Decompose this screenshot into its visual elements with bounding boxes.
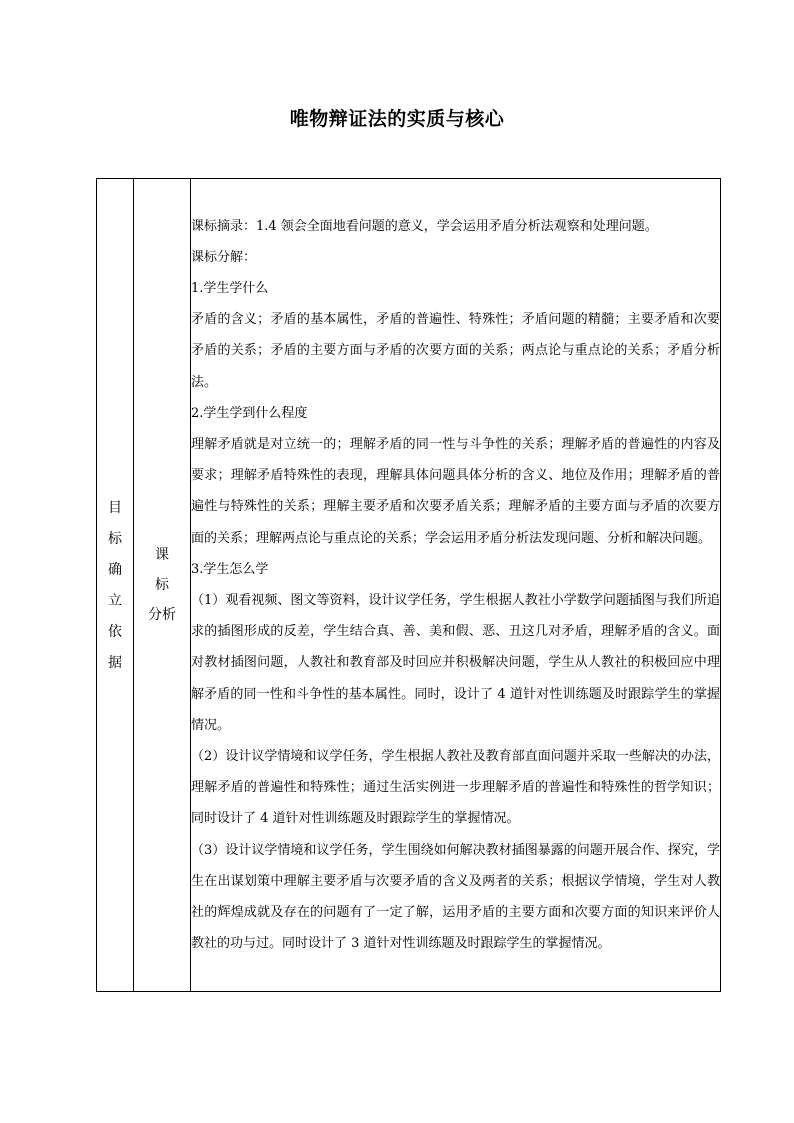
sub-label-line2: 分析 (148, 607, 176, 623)
section-heading: 课标分解： (191, 249, 257, 265)
row-label-char: 立 (108, 592, 122, 609)
row-label-char: 标 (108, 530, 122, 547)
document-title: 唯物辩证法的实质与核心 (289, 108, 505, 130)
sub-label-line1: 课标 (155, 547, 179, 593)
section-heading: 1.学生学什么 (191, 280, 269, 296)
row-label-char: 依 (108, 623, 122, 640)
row-label-char: 确 (108, 561, 122, 578)
row-label-vertical (97, 498, 133, 673)
sub-label-cell (134, 179, 191, 992)
excerpt-paragraph: 课标摘录：1.4 领会全面地看问题的意义，学会运用矛盾分析法观察和处理问题。 (191, 218, 658, 234)
analysis-table (96, 178, 721, 992)
row-label-char: 据 (108, 654, 122, 671)
body-paragraph: （1）观看视频、图文等资料，设计议学任务，学生根据人教社小学数学问题插图与我们所追求的插图形成的反差，学生结合真、善、美和假、恶、丑这几对矛盾，理解矛盾的含义。面对教材插图问题，人教社和教育部及时回应并积极解决问题，学生从人教社的积极回应中理解矛盾的同一性和斗争性的基本属性。同时，设计了 4 道针对性训练题及时跟踪学生的掌握情况。 (191, 593, 720, 733)
body-paragraph: （2）设计议学情境和议学任务，学生根据人教社及教育部直面问题并采取一些解决的办法，理解矛盾的普遍性和特殊性；通过生活实例进一步理解矛盾的普遍性和特殊性的哲学知识；同时设计了 4 道针对性训练题及时跟踪学生的掌握情况。 (191, 749, 720, 827)
body-paragraph: 矛盾的含义；矛盾的基本属性，矛盾的普遍性、特殊性；矛盾问题的精髓；主要矛盾和次要矛盾的关系；矛盾的主要方面与矛盾的次要方面的关系；两点论与重点论的关系；矛盾分析法。 (191, 312, 720, 390)
sub-label (134, 540, 190, 630)
table-row (97, 179, 721, 992)
section-heading: 2.学生学到什么程度 (191, 405, 308, 421)
row-label-char: 目 (108, 499, 122, 516)
body-paragraph: 理解矛盾就是对立统一的；理解矛盾的同一性与斗争性的关系；理解矛盾的普遍性的内容及要求；理解矛盾特殊性的表现，理解具体问题具体分析的含义、地位及作用；理解矛盾的普遍性与特殊性的关系；理解主要矛盾和次要矛盾关系；理解矛盾的主要方面与矛盾的次要方面的关系；理解两点论与重点论的关系；学会运用矛盾分析法发现问题、分析和解决问题。 (191, 436, 720, 546)
body-paragraph: （3）设计议学情境和议学任务，学生围绕如何解决教材插图暴露的问题开展合作、探究，学生在出谋划策中理解主要矛盾与次要矛盾的含义及两者的关系；根据议学情境，学生对人教社的辉煌成就及存在的问题有了一定了解，运用矛盾的主要方面和次要方面的知识来评价人教社的功与过。同时设计了 3 道针对性训练题及时跟踪学生的掌握情况。 (191, 842, 720, 952)
content-cell (191, 179, 721, 992)
row-label-cell (97, 179, 134, 992)
section-heading: 3.学生怎么学 (191, 561, 269, 577)
